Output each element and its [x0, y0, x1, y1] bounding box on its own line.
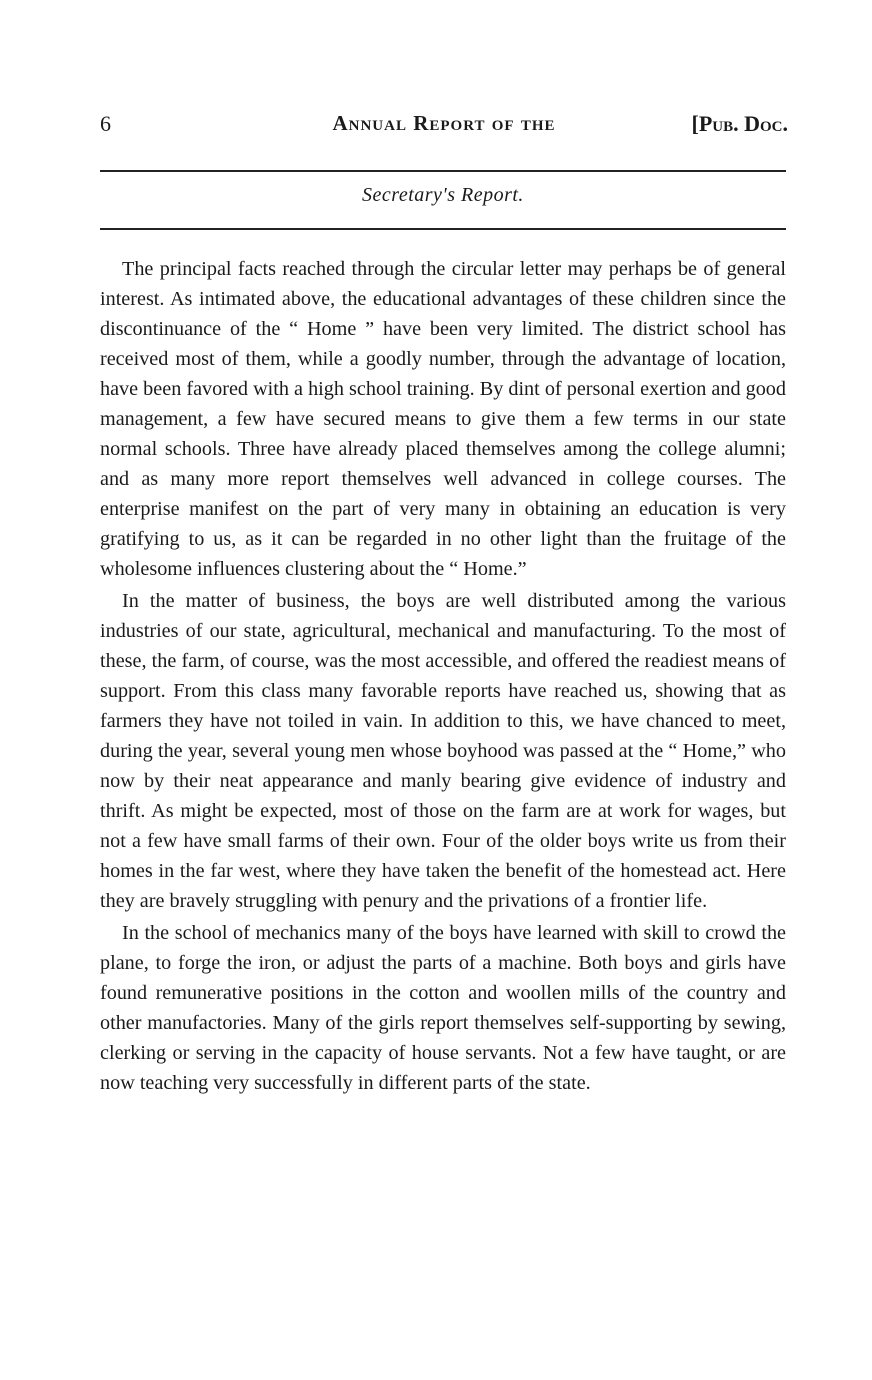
running-head-title: Annual Report of the [332, 111, 556, 135]
running-head [100, 111, 788, 141]
top-divider-rule [100, 170, 786, 172]
page-number: 6 [100, 111, 111, 136]
paragraph-1: The principal facts reached through the circular letter may perhaps be of general interest. As intimated above, the educational advantages of these children since the discontinuance of the “ Home ” have been very limited. The district school has received most of them, while a goodly number, through the advantage of location, have been favored with a high school training. By dint of personal exertion and good management, a few have secured means to give them a few terms in our state normal schools. Three have already placed themselves among the college alumni; and as many more report themselves well advanced in college courses. The enterprise manifest on the part of very many in obtaining an education is very gratifying to us, as it can be regarded in no other light than the fruitage of the wholesome influences clustering about the “ Home.” [100, 258, 786, 580]
body-text [100, 254, 786, 1100]
paragraph-2: In the matter of business, the boys are well distributed among the various industries of our state, agricultural, mechanical and manufacturing. To the most of these, the farm, of course, was the most accessible, and offered the readiest means of support. From this class many favorable reports have reached us, showing that as farmers they have not toiled in vain. In addition to this, we have chanced to meet, during the year, several young men whose boyhood was passed at the “ Home,” who now by their neat appearance and manly bearing give evidence of industry and thrift. As might be expected, most of those on the farm are at work for wages, but not a few have small farms of their own. Four of the older boys write us from their homes in the far west, where they have taken the benefit of the homestead act. Here they are bravely struggling with penury and the privations of a frontier life. [100, 590, 786, 912]
section-title: Secretary's Report. [362, 184, 524, 206]
bottom-divider-rule [100, 228, 786, 230]
paragraph-3: In the school of mechanics many of the boys have learned with skill to crowd the plane, to forge the iron, or adjust the parts of a machine. Both boys and girls have found remunerative positions in the cotton and woollen mills of the country and other manufactories. Many of the girls report themselves self-supporting by sewing, clerking or serving in the capacity of house servants. Not a few have taught, or are now teaching very successfully in different parts of the state. [100, 922, 786, 1094]
document-designation: [Pub. Doc. [691, 111, 788, 136]
